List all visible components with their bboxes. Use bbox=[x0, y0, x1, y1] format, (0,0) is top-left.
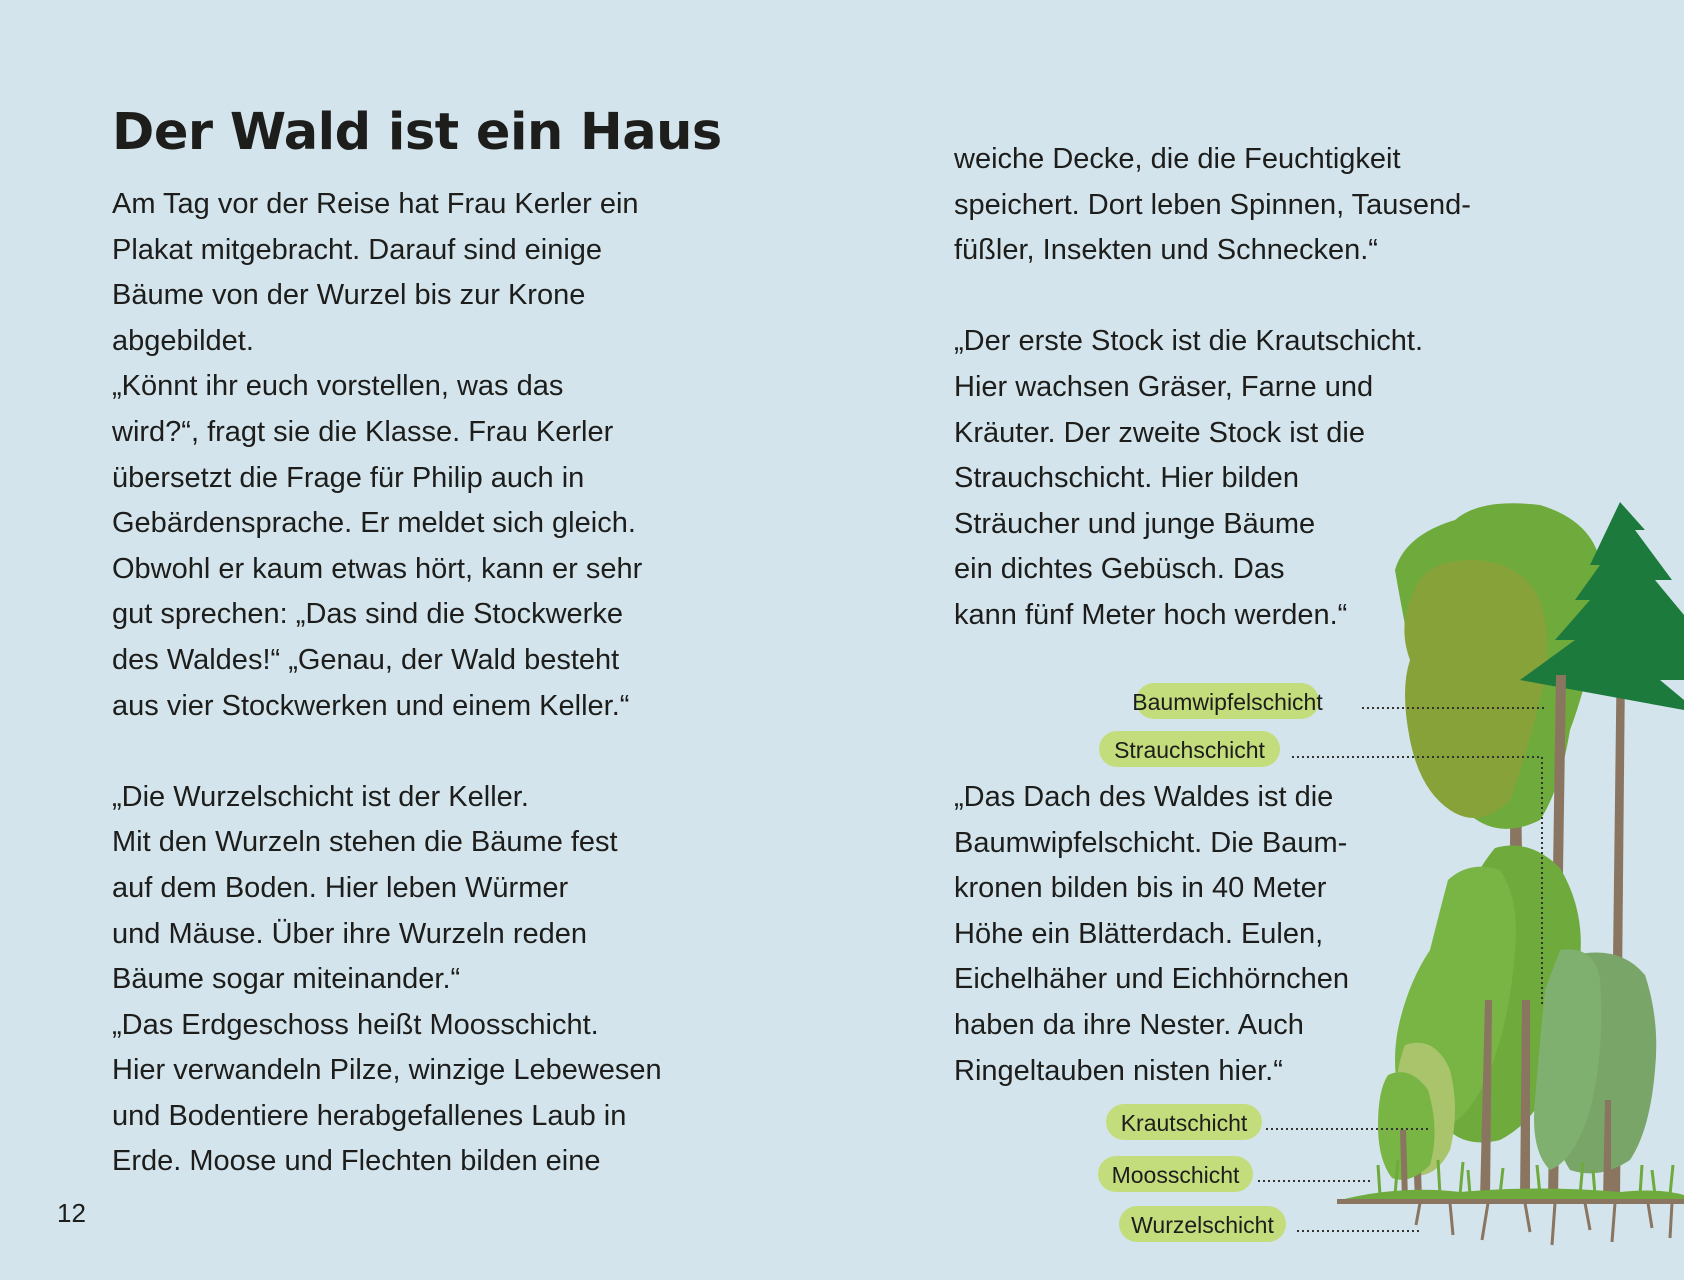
text-line: Hier verwandeln Pilze, winzige Lebewesen bbox=[112, 1054, 662, 1087]
text-line: Hier wachsen Gräser, Farne und bbox=[954, 370, 1374, 403]
text-line: Gebärdensprache. Er meldet sich gleich. bbox=[112, 507, 636, 540]
text-line: Eichelhäher und Eichhörnchen bbox=[954, 963, 1349, 996]
label-moosschicht bbox=[1098, 1156, 1253, 1192]
svg-text:Krautschicht: Krautschicht bbox=[1120, 1110, 1248, 1136]
text-line: Bäume sogar miteinander.“ bbox=[112, 963, 461, 996]
label-strauchschicht bbox=[1099, 731, 1280, 767]
text-line: Höhe ein Blätterdach. Eulen, bbox=[954, 917, 1324, 950]
text-line: abgebildet. bbox=[112, 324, 254, 357]
svg-text:Moosschicht: Moosschicht bbox=[1111, 1162, 1240, 1188]
text-line: und Mäuse. Über ihre Wurzeln reden bbox=[112, 917, 587, 950]
text-line: Baumwipfelschicht. Die Baum- bbox=[954, 826, 1348, 859]
svg-text:Strauchschicht: Strauchschicht bbox=[1114, 737, 1265, 763]
text-line: Bäume von der Wurzel bis zur Krone bbox=[112, 279, 586, 312]
svg-text:Wurzelschicht: Wurzelschicht bbox=[1131, 1212, 1274, 1238]
text-line: kann fünf Meter hoch werden.“ bbox=[954, 598, 1348, 631]
text-line: speichert. Dort leben Spinnen, Tausend- bbox=[954, 188, 1471, 221]
text-line: Am Tag vor der Reise hat Frau Kerler ein bbox=[112, 188, 639, 220]
text-line: und Bodentiere herabgefallenes Laub in bbox=[112, 1099, 627, 1132]
text-line: Ringeltauben nisten hier.“ bbox=[954, 1054, 1283, 1087]
text-line: übersetzt die Frage für Philip auch in bbox=[112, 461, 585, 494]
text-line: „Das Erdgeschoss heißt Moosschicht. bbox=[112, 1008, 599, 1041]
svg-text:Baumwipfelschicht: Baumwipfelschicht bbox=[1132, 689, 1323, 715]
text-line: kronen bilden bis in 40 Meter bbox=[954, 872, 1327, 905]
text-line: „Die Wurzelschicht ist der Keller. bbox=[112, 780, 529, 813]
text-line: Strauchschicht. Hier bilden bbox=[954, 462, 1299, 495]
text-line: Mit den Wurzeln stehen die Bäume fest bbox=[112, 826, 618, 859]
label-wurzelschicht bbox=[1119, 1206, 1286, 1242]
text-line: weiche Decke, die die Feuchtigkeit bbox=[954, 143, 1401, 175]
text-line: Obwohl er kaum etwas hört, kann er sehr bbox=[112, 552, 643, 585]
text-line: „Das Dach des Waldes ist die bbox=[954, 781, 1334, 813]
text-line: „Könnt ihr euch vorstellen, was das bbox=[112, 370, 564, 403]
label-baumwipfelschicht bbox=[1132, 683, 1323, 719]
text-line: aus vier Stockwerken und einem Keller.“ bbox=[112, 689, 630, 722]
label-krautschicht bbox=[1106, 1104, 1262, 1140]
text-line: Erde. Moose und Flechten bilden eine bbox=[112, 1145, 601, 1178]
text-line: ein dichtes Gebüsch. Das bbox=[954, 553, 1285, 586]
text-line: füßler, Insekten und Schnecken.“ bbox=[954, 234, 1378, 267]
page-title: Der Wald ist ein Haus bbox=[112, 103, 722, 162]
text-line: Plakat mitgebracht. Darauf sind einige bbox=[112, 233, 603, 266]
text-line: des Waldes!“ „Genau, der Wald besteht bbox=[112, 643, 620, 676]
text-line: gut sprechen: „Das sind die Stockwerke bbox=[112, 598, 623, 631]
soil-line bbox=[1337, 1199, 1684, 1204]
text-line: auf dem Boden. Hier leben Würmer bbox=[112, 871, 569, 904]
page-number: 12 bbox=[57, 1198, 86, 1228]
text-line: wird?“, fragt sie die Klasse. Frau Kerler bbox=[112, 415, 614, 448]
text-line: Sträucher und junge Bäume bbox=[954, 507, 1316, 540]
text-line: haben da ihre Nester. Auch bbox=[954, 1008, 1304, 1041]
text-line: Kräuter. Der zweite Stock ist die bbox=[954, 416, 1365, 449]
roots bbox=[1416, 1203, 1672, 1245]
text-line: „Der erste Stock ist die Krautschicht. bbox=[954, 325, 1423, 358]
